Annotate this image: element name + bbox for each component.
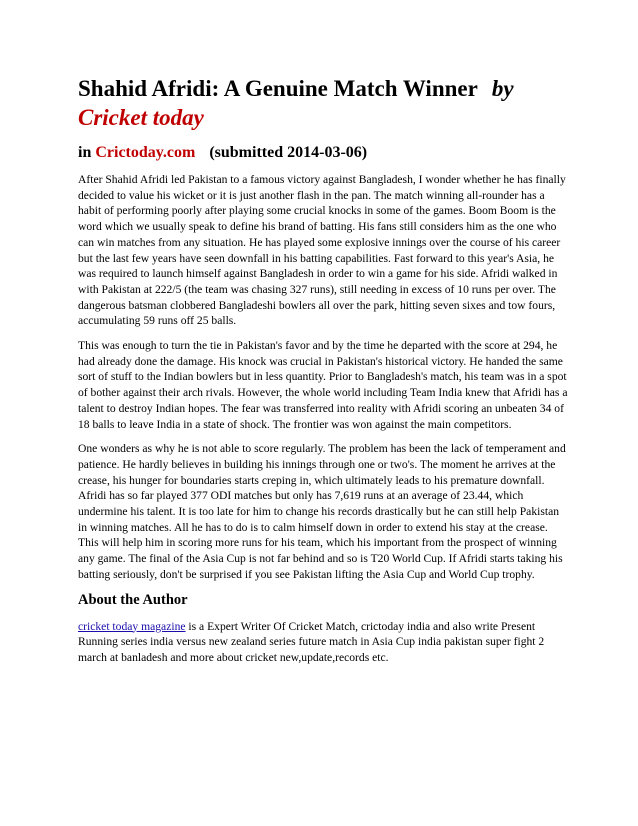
article [78, 74, 568, 675]
paragraph-3: One wonders as why he is not able to score regularly. The problem has been the lack of temperament and patience. He hardly believes in building his innings through one or two's. The moment he arrives at the crease, his hunger for boundaries starts creping in, which ultimately leads to his premature downfall. Afridi has so far played 377 ODI matches but only has 7,619 runs at an average of 23.44, which undermine his talent. It is too late for him to change his records drastically but he can still help Pakistan in winning matches. All he has to do is to calm himself down in order to extend his stay at the crease. This will help him in scoring more runs for his team, which his important from the prospect of winning any game. The final of the Asia Cup is not far behind and so is T20 World Cup. If Afridi starts taking his batting seriously, don't be surprised if you see Pakistan lifting the Asia Cup and World Cup trophy. [78, 442, 566, 581]
by-label: by [491, 76, 514, 101]
article-title-block [78, 74, 568, 132]
author-name: Cricket today [78, 105, 204, 130]
paragraph-2: This was enough to turn the tie in Pakistan's favor and by the time he departed with the score at 294, he had already done the damage. His knock was crucial in Pakistan's historical victory. He handed the same sort of stuff to the Indian bowlers but in less quantity. Prior to Bangladesh's match, his team was in a spot of bother against their arch rivals. However, the whole world including Team India knew that Afridi has a talent to destroy Indian hopes. The fear was transferred into reality with Afridi scoring an unbeaten 34 of 18 balls to leave India in a state of shock. The frontier was won against the main competitors. [78, 339, 568, 431]
submitted-date: (submitted 2014-03-06) [209, 144, 368, 161]
about-heading: About the Author [78, 591, 188, 608]
about-description: is a Expert Writer Of Cricket Match, crictoday india and also write Present Running series india versus new zealand series future match in Asia Cup india pakistan super fight 2 march at banladesh and more about cricket new,update,records etc. [78, 619, 545, 664]
paragraph-1: After Shahid Afridi led Pakistan to a famous victory against Bangladesh, I wonder whether he has finally decided to value his wicket or it is just another flash in the pan. The match winning all-rounder has a habit of performing poorly after playing some crucial knocks in some of the games. Boom Boom is the word which we usually speak to define his brand of batting. His fans still considers him as the one who can win matches from any situation. He has played some explosive innings over the course of his career but the last few years have seen downfall in his batting capabilities. Fast forward to this year's Asia, he was required to launch himself against Bangladesh in order to win a game for his side. Afridi walked in with Pakistan at 222/5 (the team was chasing 327 runs), still needing in excess of 10 runs per over. The dangerous batsman clobbered Bangladeshi bowlers all over the park, hitting seven sixes and tow fours, accumulating 59 runs off 25 balls. [78, 173, 566, 328]
about-text [78, 619, 568, 666]
site-name: Crictoday.com [95, 144, 196, 161]
in-label: in [78, 144, 92, 161]
article-title: Shahid Afridi: A Genuine Match Winner [78, 76, 478, 101]
article-meta [78, 144, 568, 162]
author-link[interactable]: cricket today magazine [78, 619, 186, 633]
